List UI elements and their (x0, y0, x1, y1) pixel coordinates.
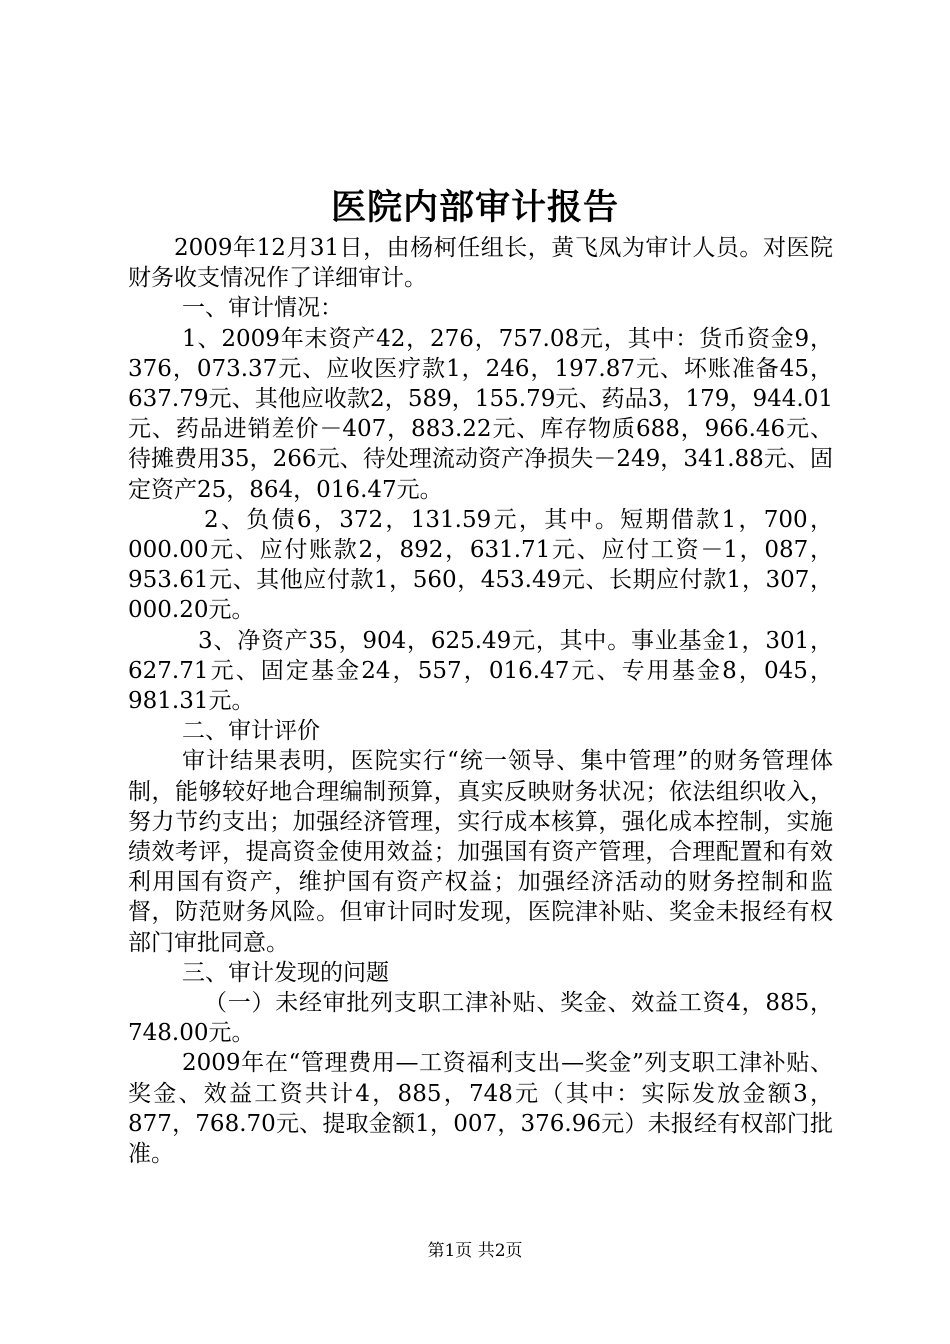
document-title: 医院内部审计报告 (330, 187, 619, 228)
section-heading-audit-findings: 三、审计发现的问题 (182, 959, 389, 986)
page-number-footer: 第1页 共2页 (427, 1241, 523, 1261)
intro-paragraph: 2009年12月31日，由杨柯任组长，黄飞凤为审计人员。对医院财务收支情况作了详细审计。 (128, 235, 833, 292)
finding-detail-paragraph: 2009年在“管理费用—工资福利支出—奖金”列支职工津补贴、奖金、效益工资共计4，885，748元（其中：实际发放金额3，877，768.70元、提取金额1，007，376.96元）未报经有权部门批准。 (128, 1050, 833, 1168)
liabilities-paragraph: 2、负债6，372，131.59元，其中。短期借款1，700，000.00元、应付账款2，892，631.71元、应付工资－1，087，953.61元、其他应付款1，560，453.49元、长期应付款1，307，000.20元。 (128, 506, 833, 624)
document-body (128, 233, 833, 1169)
net-assets-paragraph: 3、净资产35，904，625.49元，其中。事业基金1，301，627.71元、固定基金24，557，016.47元、专用基金8，045，981.31元。 (128, 627, 833, 715)
assets-paragraph: 1、2009年末资产42，276，757.08元，其中：货币资金9，376，073.37元、应收医疗款1，246，197.87元、坏账准备45，637.79元、其他应收款2，589，155.79元、药品3，179，944.01元、药品进销差价－407，883.22元、库存物质688，966.46元、待摊费用35，266元、待处理流动资产净损失－249，341.88元、固定资产25，864，016.47元。 (128, 325, 833, 503)
section-heading-audit-status: 一、审计情况： (182, 295, 343, 322)
finding-one-paragraph: （一）未经审批列支职工津补贴、奖金、效益工资4，885，748.00元。 (128, 990, 833, 1047)
section-heading-audit-evaluation: 二、审计评价 (182, 718, 320, 745)
evaluation-paragraph: 审计结果表明，医院实行“统一领导、集中管理”的财务管理体制，能够较好地合理编制预算，真实反映财务状况；依法组织收入，努力节约支出；加强经济管理，实行成本核算，强化成本控制，实施绩效考评，提高资金使用效益；加强国有资产管理，合理配置和有效利用国有资产，维护国有资产权益；加强经济活动的财务控制和监督，防范财务风险。但审计同时发现，医院津补贴、奖金未报经有权部门审批同意。 (128, 748, 833, 956)
